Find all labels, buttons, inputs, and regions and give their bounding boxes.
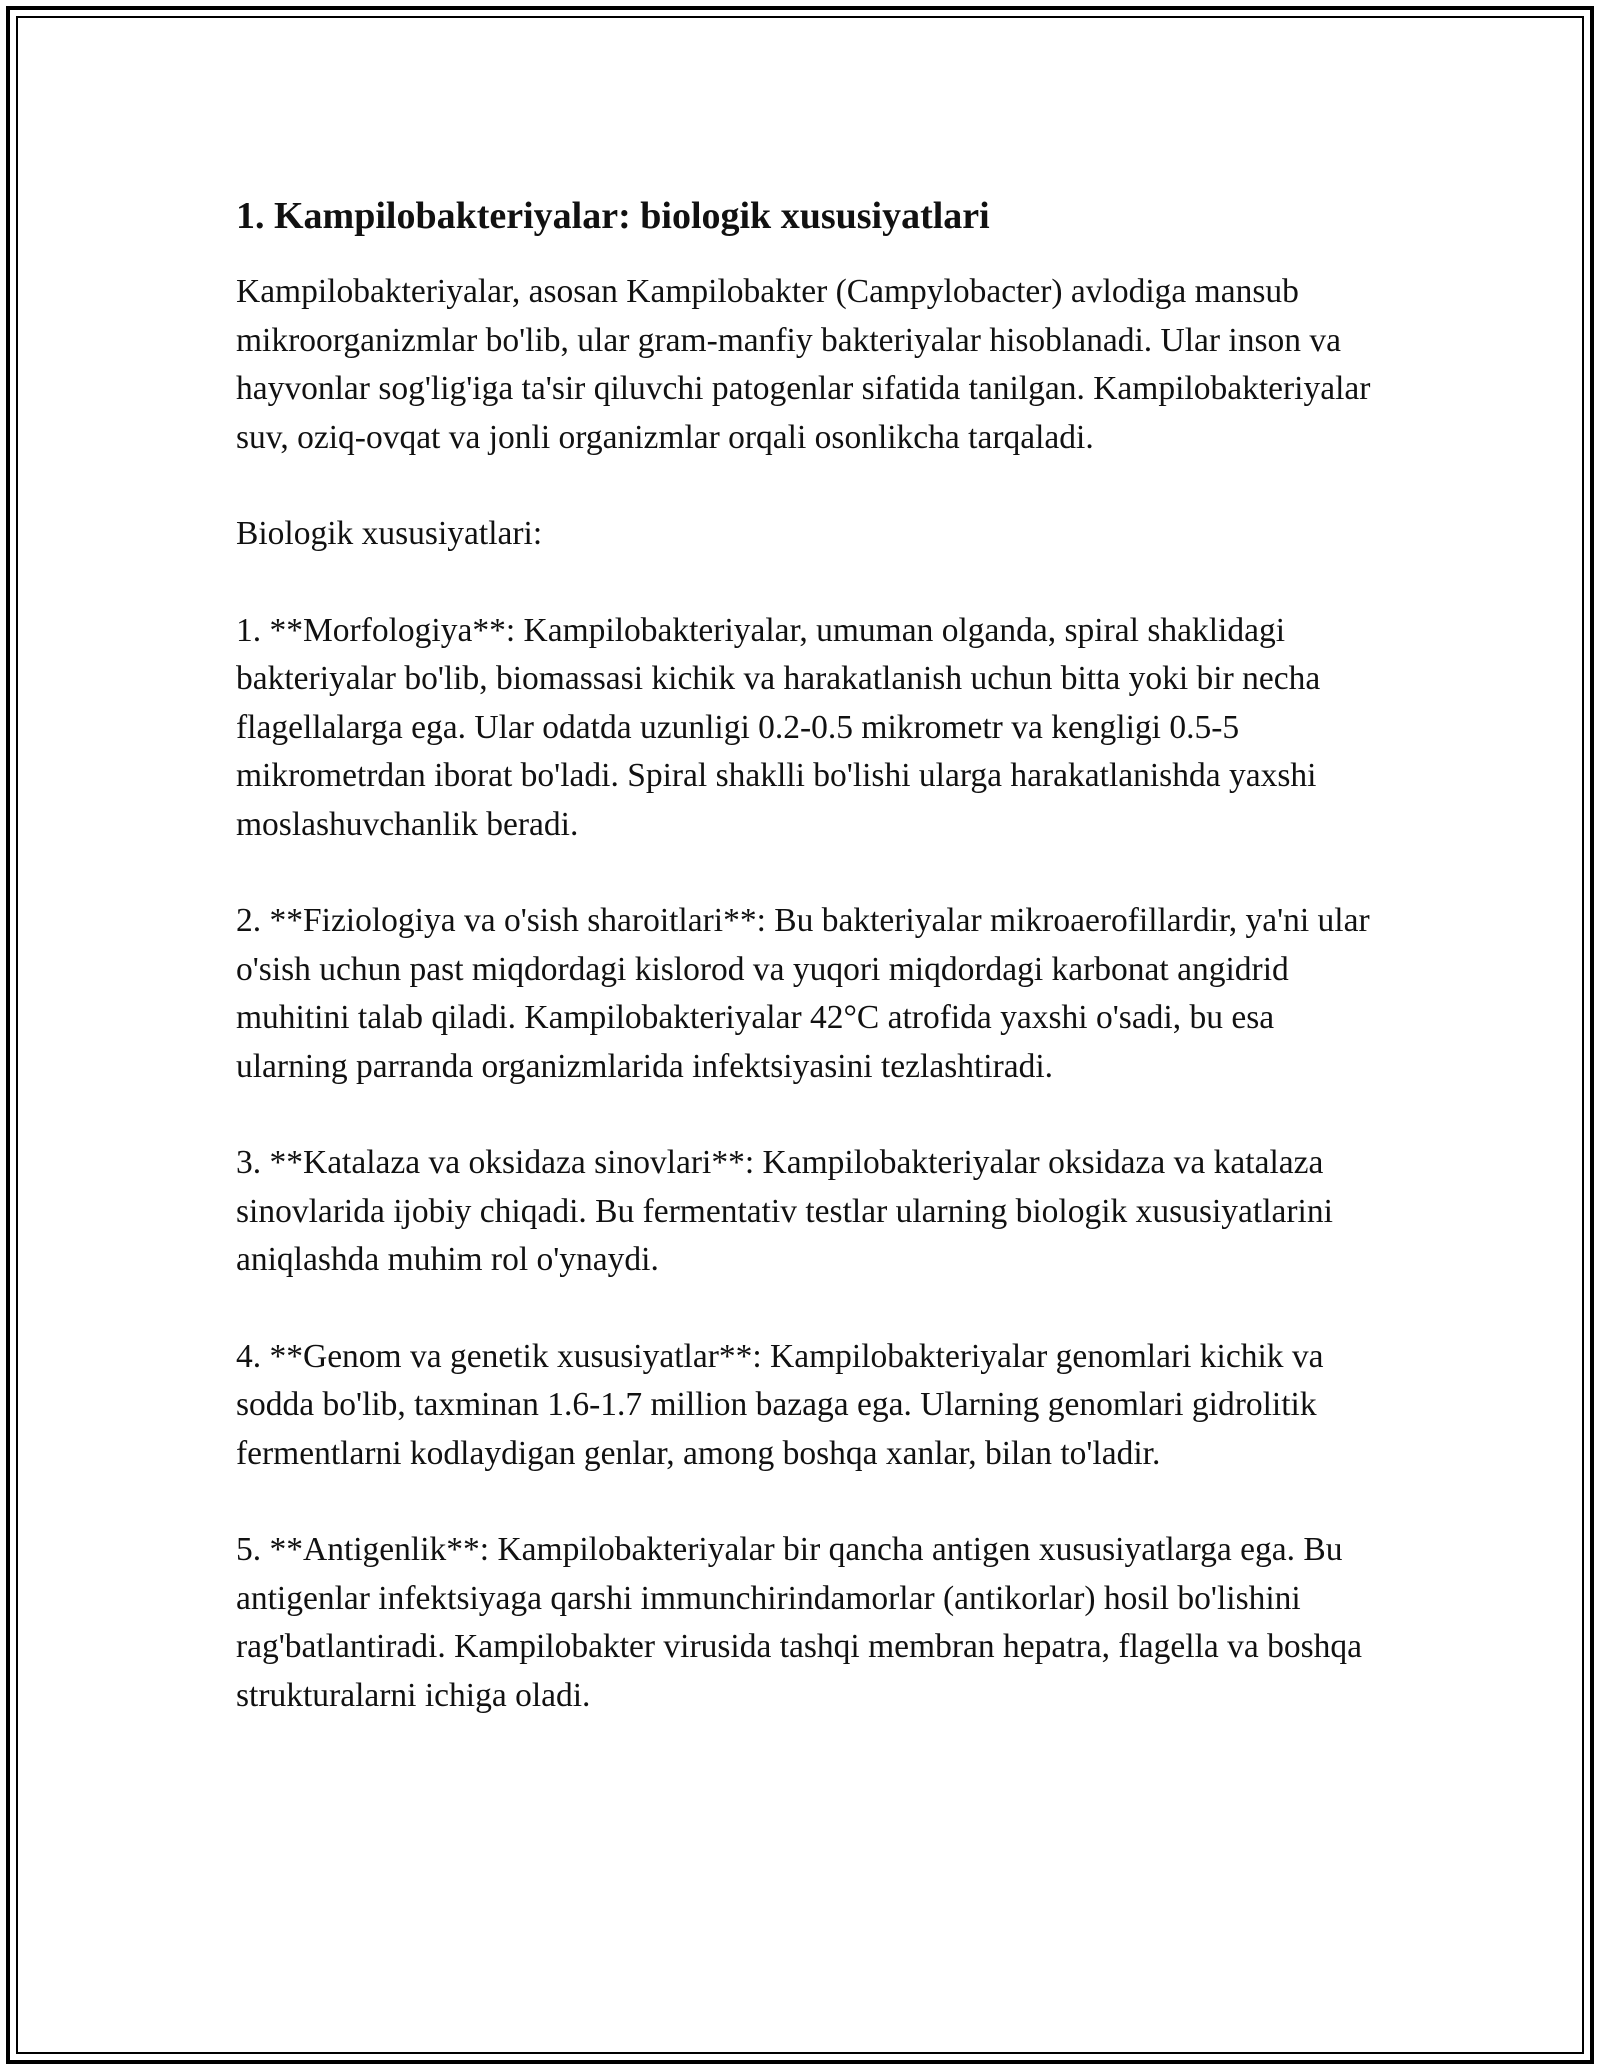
item-morfologiya: 1. **Morfologiya**: Kampilobakteriyalar, umuman olganda, spiral shaklidagi bakteriyalar bo'lib, biomassasi kichik va harakatlanish uchun bitta yoki bir necha flagellalarga ega. Ular odatda uzunligi 0.2-0.5 mikrometr va kengligi 0.5-5 mikrometrdan iborat bo'ladi. Spiral shaklli bo'lishi ularga harakatlanishda yaxshi moslashuvchanlik beradi. (236, 611, 1321, 843)
intro-paragraph: Kampilobakteriyalar, asosan Kampilobakter (Campylobacter) avlodiga mansub mikroorganizmlar bo'lib, ular gram-manfiy bakteriyalar hisoblanadi. Ular inson va hayvonlar sog'lig'iga ta'sir qiluvchi patogenlar sifatida tanilgan. Kampilobakteriyalar suv, oziq-ovqat va jonli organizmlar orqali osonlikcha tarqaladi. (236, 273, 1371, 456)
item-genom: 4. **Genom va genetik xususiyatlar**: Kampilobakteriyalar genomlari kichik va sodda bo'lib, taxminan 1.6-1.7 million bazaga ega. Ularning genomlari gidrolitik fermentlarni kodlaydigan genlar, among boshqa xanlar, bilan to'ladir. (236, 1337, 1324, 1472)
section-heading: 1. Kampilobakteriyalar: biologik xususiyatlari (236, 195, 990, 237)
item-antigenlik: 5. **Antigenlik**: Kampilobakteriyalar bir qancha antigen xususiyatlarga ega. Bu antigenlar infektsiyaga qarshi immunchirindamorlar (antikorlar) hosil bo'lishini rag'batlantiradi. Kampilobakter virusida tashqi membran hepatra, flagella va boshqa strukturalarni ichiga oladi. (236, 1531, 1363, 1714)
document-body (236, 188, 1386, 1768)
item-fiziologiya: 2. **Fiziologiya va o'sish sharoitlari**: Bu bakteriyalar mikroaerofillardir, ya'ni ular o'sish uchun past miqdordagi kislorod va yuqori miqdordagi karbonat angidrid muhitini talab qiladi. Kampilobakteriyalar 42°C atrofida yaxshi o'sadi, bu esa ularning parranda organizmlarida infektsiyasini tezlashtiradi. (236, 902, 1370, 1085)
list-intro: Biologik xususiyatlari: (236, 515, 543, 552)
item-katalaza: 3. **Katalaza va oksidaza sinovlari**: Kampilobakteriyalar oksidaza va katalaza sinovlarida ijobiy chiqadi. Bu fermentativ testlar ularning biologik xususiyatlarini aniqlashda muhim rol o'ynaydi. (236, 1144, 1333, 1278)
